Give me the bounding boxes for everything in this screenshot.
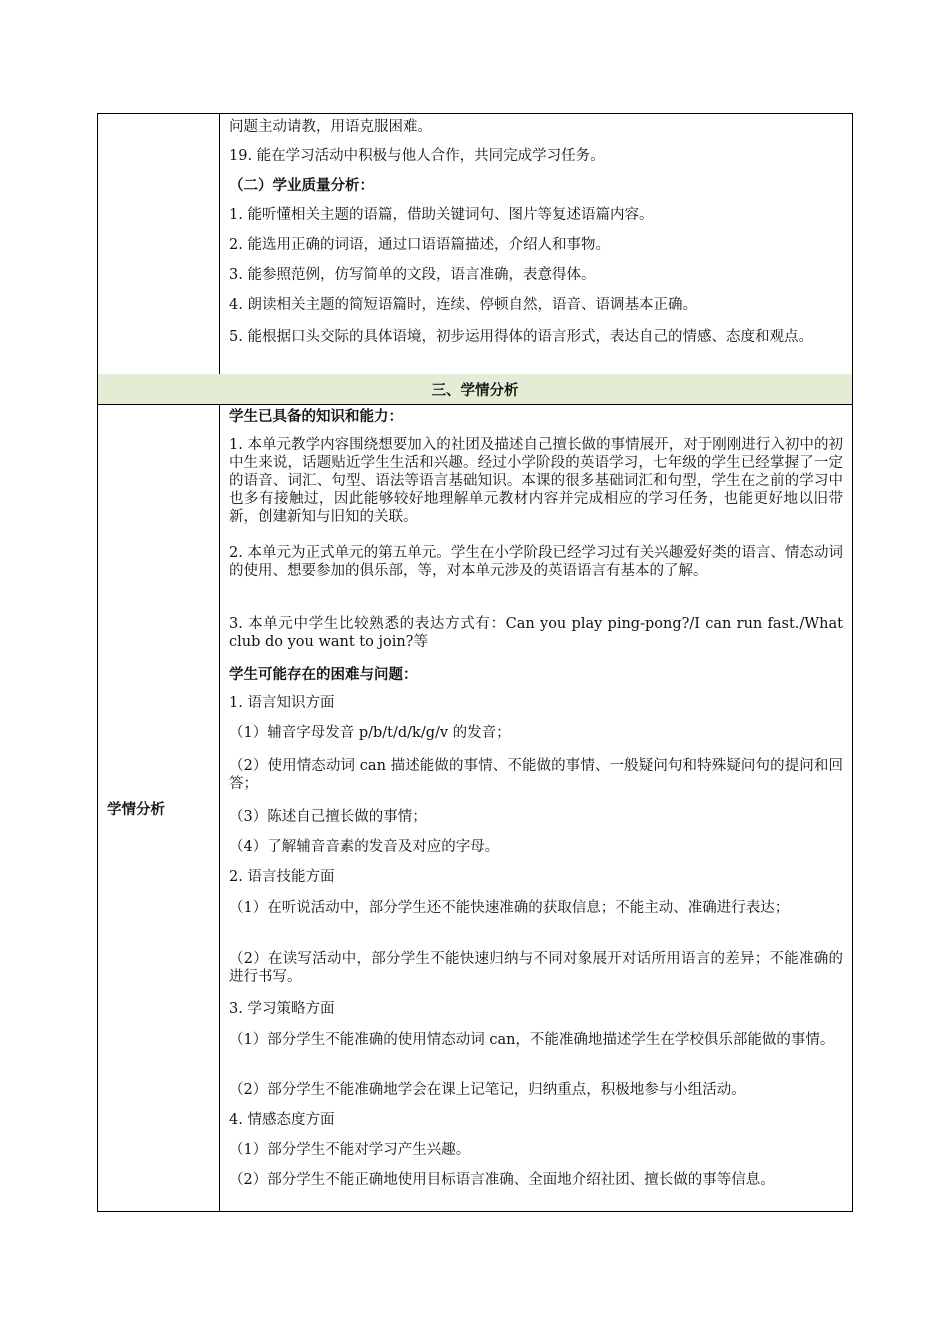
paragraph: 4. 朗读相关主题的简短语篇时，连续、停顿自然，语音、语调基本正确。 — [229, 297, 697, 313]
paragraph: （2）部分学生不能准确地学会在课上记笔记，归纳重点，积极地参与小组活动。 — [229, 1082, 746, 1098]
row-label-text: 学情分析 — [107, 800, 165, 818]
column-divider-lower — [219, 404, 220, 1212]
paragraph: （1）辅音字母发音 p/b/t/d/k/g/v 的发音； — [229, 725, 511, 741]
paragraph: 4. 情感态度方面 — [229, 1112, 335, 1128]
paragraph: 1. 语言知识方面 — [229, 695, 335, 711]
paragraph: 1. 本单元教学内容围绕想要加入的社团及描述自己擅长做的事情展开，对于刚刚进行入初中的初中生来说，话题贴近学生生活和兴趣。经过小学阶段的英语学习，七年级的学生已经掌握了一定的语音、词汇、句型、语法等语言基础知识。本课的很多基础词汇和句型，学生在之前的学习中也多有接触过，因此能够较好地理解单元教材内容并完成相应的学习任务，也能更好地以旧带新，创建新知与旧知的关联。 — [229, 437, 843, 525]
subheading: （二）学业质量分析： — [229, 177, 374, 194]
paragraph: 2. 语言技能方面 — [229, 869, 335, 885]
paragraph: （1）部分学生不能对学习产生兴趣。 — [229, 1142, 471, 1158]
paragraph: 3. 本单元中学生比较熟悉的表达方式有：Can you play ping-pong?/I can run fast./What club do you want to join?等 — [229, 616, 843, 650]
paragraph: 1. 能听懂相关主题的语篇，借助关键词句、图片等复述语篇内容。 — [229, 207, 654, 223]
analysis-table — [97, 113, 853, 1212]
paragraph: （3）陈述自己擅长做的事情； — [229, 809, 427, 825]
paragraph: 2. 能选用正确的词语，通过口语语篇描述，介绍人和事物。 — [229, 237, 610, 253]
subheading: 学生已具备的知识和能力： — [229, 408, 403, 425]
row-label — [98, 404, 219, 1212]
paragraph: 3. 学习策略方面 — [229, 1001, 335, 1017]
column-divider-upper — [219, 114, 220, 374]
paragraph: （2）在读写活动中，部分学生不能快速归纳与不同对象展开对话所用语言的差异；不能准确的进行书写。 — [229, 951, 843, 985]
subheading: 学生可能存在的困难与问题： — [229, 666, 418, 683]
paragraph: （2）部分学生不能正确地使用目标语言准确、全面地介绍社团、擅长做的事等信息。 — [229, 1172, 775, 1188]
paragraph: （1）部分学生不能准确的使用情态动词 can，不能准确地描述学生在学校俱乐部能做的事情。 — [229, 1032, 835, 1048]
section-title: 三、学情分析 — [431, 381, 519, 399]
paragraph: 2. 本单元为正式单元的第五单元。学生在小学阶段已经学习过有关兴趣爱好类的语言、情态动词的使用、想要参加的俱乐部，等，对本单元涉及的英语语言有基本的了解。 — [229, 545, 843, 579]
paragraph: （4）了解辅音音素的发音及对应的字母。 — [229, 839, 500, 855]
section-header — [98, 374, 852, 404]
paragraph: 5. 能根据口头交际的具体语境，初步运用得体的语言形式，表达自己的情感、态度和观点。 — [229, 329, 813, 345]
paragraph: （1）在听说活动中，部分学生还不能快速准确的获取信息；不能主动、准确进行表达； — [229, 900, 790, 916]
paragraph: 19. 能在学习活动中积极与他人合作，共同完成学习任务。 — [229, 148, 605, 164]
paragraph: 问题主动请教，用语克服困难。 — [229, 119, 432, 135]
paragraph: （2）使用情态动词 can 描述能做的事情、不能做的事情、一般疑问句和特殊疑问句的提问和回答； — [229, 758, 843, 792]
paragraph: 3. 能参照范例，仿写简单的文段，语言准确，表意得体。 — [229, 267, 596, 283]
